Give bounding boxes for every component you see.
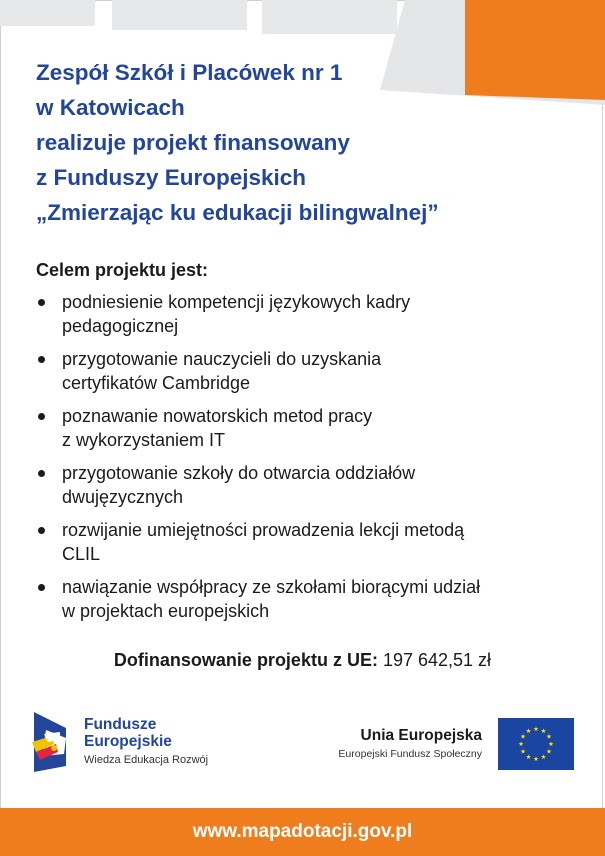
fundusze-europejskie-logo-icon (30, 708, 74, 776)
fe-line2: Europejskie (84, 733, 172, 750)
bullet-icon (38, 356, 45, 363)
funding-amount (0, 650, 605, 671)
title-line: w Katowicach (36, 95, 185, 120)
title-line: „Zmierzając ku edukacji bilingwalnej” (36, 200, 439, 225)
unia-europejska-label (338, 727, 482, 760)
bullet-icon (38, 470, 45, 477)
goal-text: przygotowanie szkoły do otwarcia oddziałów (62, 463, 416, 483)
goal-text: pedagogicznej (62, 316, 179, 336)
goal-text: podniesienie kompetencji językowych kadry (62, 292, 411, 312)
goal-text: w projektach europejskich (62, 601, 270, 621)
funding-value: 197 642,51 zł (382, 650, 492, 670)
goals-heading: Celem projektu jest: (36, 260, 209, 280)
bullet-icon (38, 413, 45, 420)
fe-line1: Fundusze (84, 716, 157, 733)
goal-text: poznawanie nowatorskich metod pracy (62, 406, 373, 426)
goal-text: z wykorzystaniem IT (62, 430, 226, 450)
list-item (36, 575, 581, 623)
bullet-icon (38, 584, 45, 591)
fe-subtitle: Wiedza Edukacja Rozwój (84, 754, 209, 766)
header-decoration-grey (0, 0, 95, 26)
header-decoration-grey (262, 0, 397, 34)
goal-text: dwujęzycznych (62, 487, 184, 507)
bullet-icon (38, 527, 45, 534)
goal-text: nawiązanie współpracy ze szkołami biorącymi udział (62, 577, 481, 597)
eu-flag-icon (498, 718, 574, 770)
header-decoration-grey (112, 0, 247, 30)
list-item (36, 404, 581, 452)
fundusze-europejskie-label (84, 716, 208, 766)
goal-text: certyfikatów Cambridge (62, 373, 251, 393)
list-item (36, 347, 581, 395)
footer-url-link[interactable]: www.mapadotacji.gov.pl (192, 821, 413, 842)
goal-text: CLIL (62, 544, 101, 564)
eu-subtitle: Europejski Fundusz Społeczny (338, 748, 482, 760)
list-item (36, 461, 581, 509)
goals-list (36, 290, 581, 632)
list-item (36, 518, 581, 566)
list-item (36, 290, 581, 338)
bullet-icon (38, 299, 45, 306)
footer-bar (0, 808, 605, 856)
title-line: z Funduszy Europejskich (36, 165, 307, 190)
goal-text: przygotowanie nauczycieli do uzyskania (62, 349, 382, 369)
title-line: realizuje projekt finansowany (36, 130, 350, 155)
title-line: Zespół Szkół i Placówek nr 1 (36, 60, 343, 85)
project-title (36, 55, 556, 230)
funding-label: Dofinansowanie projektu z UE: (113, 650, 378, 670)
goal-text: rozwijanie umiejętności prowadzenia lekcji metodą (62, 520, 465, 540)
eu-title: Unia Europejska (360, 727, 482, 744)
